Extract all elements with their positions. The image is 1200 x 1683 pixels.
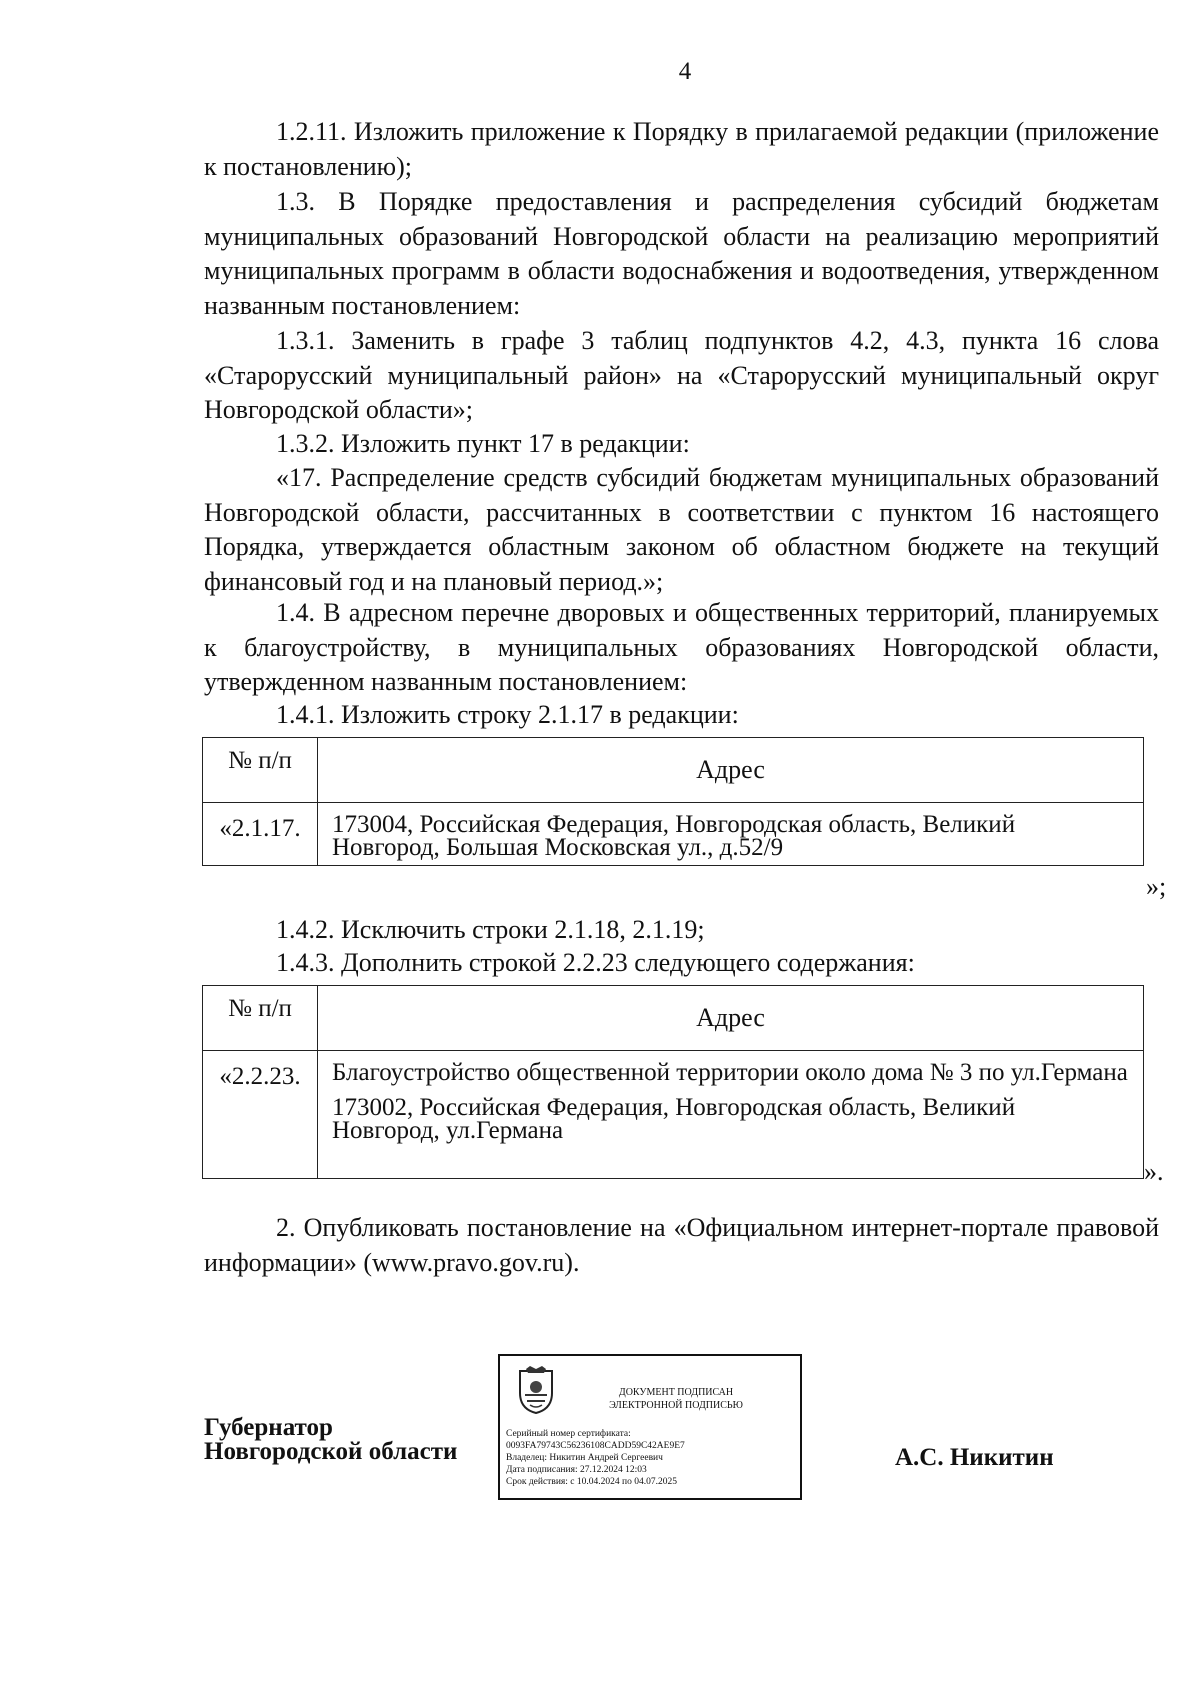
table-row xyxy=(203,1051,1144,1179)
header-num: № п/п xyxy=(203,738,318,803)
table-2-closing-quote: ». xyxy=(1144,1157,1164,1186)
signatory-name: А.С. Никитин xyxy=(895,1444,1054,1471)
serial-number: 0093FA79743C56236108CADD59C42AE9E7 xyxy=(506,1441,685,1451)
table-row xyxy=(203,803,1144,866)
paragraph-1-2-11: 1.2.11. Изложить приложение к Порядку в прилагаемой редакции (приложение к постановлению); xyxy=(204,117,1159,181)
table-header-row xyxy=(203,986,1144,1051)
row-address xyxy=(318,1051,1144,1179)
validity: Срок действия: с 10.04.2024 по 04.07.2025 xyxy=(506,1477,677,1487)
address-table-2 xyxy=(202,985,1144,1179)
table-1-closing-quote: »; xyxy=(1146,872,1167,901)
page-number: 4 xyxy=(678,58,692,85)
electronic-signature-stamp xyxy=(498,1354,802,1500)
stamp-info xyxy=(506,1428,685,1488)
stamp-title: ДОКУМЕНТ ПОДПИСАН ЭЛЕКТРОННОЙ ПОДПИСЬЮ xyxy=(609,1387,743,1411)
sign-date: Дата подписания: 27.12.2024 12:03 xyxy=(506,1465,647,1475)
signatory-position xyxy=(204,1416,457,1464)
paragraph-1-4-3: 1.4.3. Дополнить строкой 2.2.23 следующего содержания: xyxy=(276,948,915,977)
paragraph-1-3-2: 1.3.2. Изложить пункт 17 в редакции: xyxy=(276,429,690,458)
paragraph-1-4: 1.4. В адресном перечне дворовых и общественных территорий, планируемых к благоустройству, в муниципальных образованиях Новгородской области, утвержденном названным постановлением: xyxy=(204,598,1159,696)
row-number: «2.1.17. xyxy=(203,803,318,866)
owner: Владелец: Никитин Андрей Сергеевич xyxy=(506,1453,663,1463)
header-address: Адрес xyxy=(318,986,1144,1051)
table-header-row xyxy=(203,738,1144,803)
header-address: Адрес xyxy=(318,738,1144,803)
address-table-1 xyxy=(202,737,1144,866)
serial-label: Серийный номер сертификата: xyxy=(506,1429,631,1439)
coat-of-arms-icon xyxy=(512,1365,560,1415)
paragraph-1-3: 1.3. В Порядке предоставления и распределения субсидий бюджетам муниципальных образований Новгородской области на реализацию мероприятий муниципальных программ в области водоснабжения и водоотведения, утвержденном названным постановлением: xyxy=(204,187,1159,320)
paragraph-point-17: «17. Распределение средств субсидий бюджетам муниципальных образований Новгородской области, рассчитанных в соответствии с пунктом 16 настоящего Порядка, утверждается областным законом об областном бюджете на текущий финансовый год и на плановый период.»; xyxy=(204,463,1159,596)
header-num: № п/п xyxy=(203,986,318,1051)
paragraph-1-4-1: 1.4.1. Изложить строку 2.1.17 в редакции: xyxy=(276,700,739,729)
paragraph-1-4-2: 1.4.2. Исключить строки 2.1.18, 2.1.19; xyxy=(276,915,705,944)
row-address: 173004, Российская Федерация, Новгородская область, Великий Новгород, Большая Московская ул., д.52/9 xyxy=(318,803,1144,866)
paragraph-1-3-1: 1.3.1. Заменить в графе 3 таблиц подпунктов 4.2, 4.3, пункта 16 слова «Старорусский муниципальный район» на «Старорусский муниципальный округ Новгородской области»; xyxy=(204,326,1159,424)
row-number: «2.2.23. xyxy=(203,1051,318,1179)
row-address-line-2: 173002, Российская Федерация, Новгородская область, Великий Новгород, ул.Германа xyxy=(332,1094,1016,1144)
paragraph-2: 2. Опубликовать постановление на «Официальном интернет-портале правовой информации» (www.pravo.gov.ru). xyxy=(204,1213,1159,1277)
row-address-line-1: Благоустройство общественной территории около дома № 3 по ул.Германа xyxy=(332,1059,1128,1086)
position-line-2: Новгородской области xyxy=(204,1438,458,1465)
position-line-1: Губернатор xyxy=(204,1414,333,1441)
